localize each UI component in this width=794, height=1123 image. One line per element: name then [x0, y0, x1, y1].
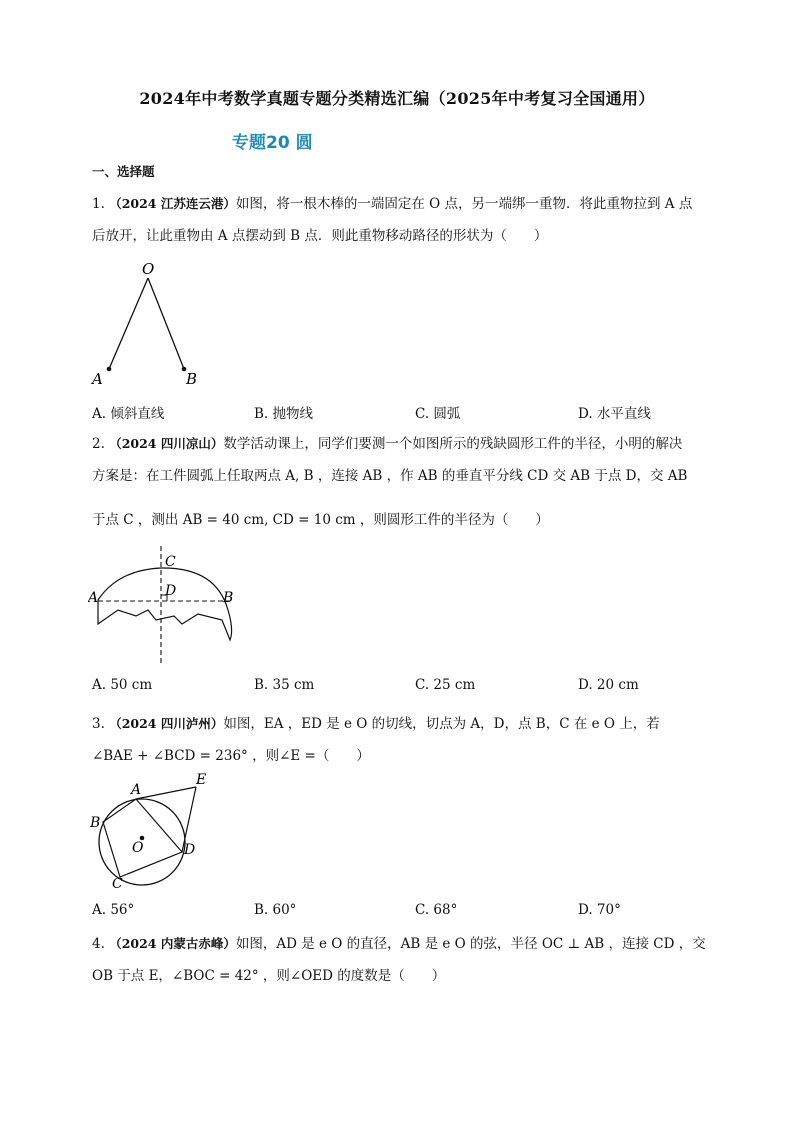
question-source: （2024 四川凉山） [109, 436, 224, 451]
question-1 [92, 188, 707, 252]
question-text-line: 如图，将一根木棒的一端固定在 O 点，另一端绑一重物．将此重物拉到 A 点 [235, 196, 693, 212]
option-b[interactable]: B. 60° [254, 902, 297, 918]
label-a: A [88, 590, 99, 606]
option-d[interactable]: D. 70° [578, 902, 621, 918]
question-4 [92, 928, 707, 992]
label-b: B [186, 370, 198, 388]
question-text-line: OB 于点 E，∠BOC = 42° ，则∠OED 的度数是（ ） [92, 968, 446, 984]
tangent-circle-figure [86, 768, 216, 892]
label-b: B [90, 815, 101, 831]
broken-circle-figure [88, 540, 248, 668]
point-a [107, 367, 112, 372]
question-source: （2024 四川泸州） [109, 716, 224, 731]
option-c[interactable]: C. 圆弧 [415, 406, 461, 422]
question-3 [92, 708, 707, 772]
label-o: O [132, 840, 144, 856]
topic-heading: 专题20 圆 [232, 133, 313, 153]
label-a: A [92, 370, 103, 388]
question-text-line: 后放开，让此重物由 A 点摆动到 B 点．则此重物移动路径的形状为（ ） [92, 228, 548, 244]
option-d[interactable]: D. 20 cm [578, 677, 639, 693]
document-title: 2024年中考数学真题专题分类精选汇编（2025年中考复习全国通用） [139, 89, 655, 108]
question-number: 2. [92, 436, 105, 452]
label-e: E [196, 772, 207, 788]
label-o: O [142, 260, 155, 278]
question-number: 4. [92, 936, 105, 952]
section-heading: 一、选择题 [92, 164, 155, 179]
option-a[interactable]: A. 56° [92, 902, 135, 918]
option-d[interactable]: D. 水平直线 [578, 406, 651, 422]
rod-line-ob [148, 278, 184, 369]
option-a[interactable]: A. 50 cm [92, 677, 153, 693]
question-text-line: 数学活动课上，同学们要测一个如图所示的残缺圆形工件的半径，小明的解决 [223, 436, 683, 452]
question-text-line: 于点 C ，测出 AB = 40 cm, CD = 10 cm ，则圆形工件的半径为（ ） [92, 512, 549, 528]
question-text-line: 如图，AD 是 e O 的直径，AB 是 e O 的弦，半径 OC ⊥ AB ，连接 CD ，交 [235, 936, 706, 952]
option-b[interactable]: B. 35 cm [254, 677, 315, 693]
question-text-line: ∠BAE + ∠BCD = 236° ，则∠E =（ ） [92, 748, 370, 764]
question-2 [92, 428, 707, 536]
option-c[interactable]: C. 25 cm [415, 677, 476, 693]
question-source: （2024 江苏连云港） [109, 196, 236, 211]
option-c[interactable]: C. 68° [415, 902, 458, 918]
option-a[interactable]: A. 倾斜直线 [92, 406, 165, 422]
label-c: C [165, 554, 176, 570]
label-c: C [112, 876, 123, 892]
workpiece-outline [98, 568, 232, 640]
question-source: （2024 内蒙古赤峰） [109, 936, 236, 951]
question-text-line: 方案是：在工件圆弧上任取两点 A, B ，连接 AB ，作 AB 的垂直平分线 CD 交 AB 于点 D，交 AB [92, 468, 688, 484]
label-d: D [165, 583, 177, 599]
question-number: 1. [92, 196, 105, 212]
rod-line-oa [109, 278, 148, 369]
label-a: A [131, 782, 142, 798]
question-text-line: 如图，EA ，ED 是 e O 的切线，切点为 A，D，点 B，C 在 e O 上，若 [223, 716, 660, 732]
label-b: B [223, 590, 234, 606]
pendulum-figure [88, 256, 208, 390]
label-d: D [184, 842, 196, 858]
option-b[interactable]: B. 抛物线 [254, 406, 314, 422]
tangent-ea [136, 787, 196, 799]
question-number: 3. [92, 716, 105, 732]
